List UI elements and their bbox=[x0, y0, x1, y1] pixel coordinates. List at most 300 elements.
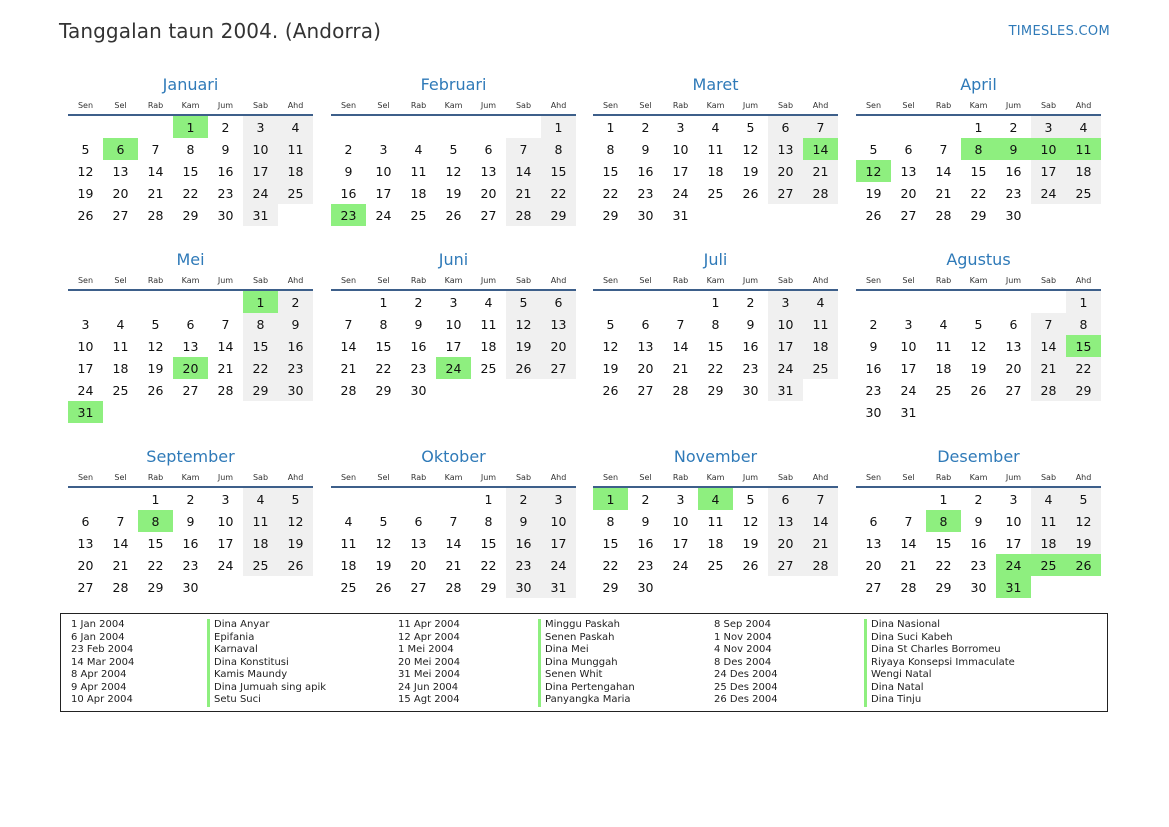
day-cell: 5 bbox=[278, 487, 313, 510]
day-cell: 15 bbox=[935, 535, 952, 551]
week-row bbox=[856, 554, 1101, 576]
day-cell: 10 bbox=[1031, 138, 1066, 160]
legend-names-col-1 bbox=[207, 619, 326, 707]
empty-cell bbox=[436, 487, 471, 510]
day-cell: 30 bbox=[865, 404, 882, 420]
day-cell: 24 bbox=[1031, 182, 1066, 204]
day-cell: 8 bbox=[606, 513, 615, 529]
weekday-header: Sab bbox=[768, 468, 803, 487]
day-cell: 25 bbox=[1066, 182, 1101, 204]
day-cell: 28 bbox=[506, 204, 541, 226]
weekday-header: Sel bbox=[891, 271, 926, 290]
day-cell: 15 bbox=[243, 335, 278, 357]
day-cell: 16 bbox=[506, 532, 541, 554]
day-cell: 2 bbox=[278, 290, 313, 313]
day-cell: 20 bbox=[768, 532, 803, 554]
weekday-header: Rab bbox=[138, 96, 173, 115]
day-cell: 21 bbox=[900, 557, 917, 573]
week-row bbox=[593, 115, 838, 138]
day-cell: 8 bbox=[961, 138, 996, 160]
day-cell: 12 bbox=[602, 338, 619, 354]
month-grid bbox=[856, 468, 1101, 598]
day-cell: 18 bbox=[1066, 160, 1101, 182]
empty-cell bbox=[733, 576, 768, 598]
week-row bbox=[593, 182, 838, 204]
weekday-header: Sen bbox=[68, 271, 103, 290]
month-3 bbox=[593, 74, 838, 226]
week-row bbox=[68, 160, 313, 182]
month-name: Desember bbox=[937, 447, 1020, 466]
week-row bbox=[331, 160, 576, 182]
brand-link[interactable]: TIMESLES.COM bbox=[1008, 24, 1110, 39]
day-cell: 11 bbox=[112, 338, 129, 354]
month-name: Oktober bbox=[421, 447, 486, 466]
legend-date: 15 Agt 2004 bbox=[398, 694, 460, 705]
day-cell: 23 bbox=[742, 360, 759, 376]
day-cell: 30 bbox=[1005, 207, 1022, 223]
day-cell: 9 bbox=[278, 313, 313, 335]
day-cell: 1 bbox=[606, 119, 615, 135]
day-cell: 12 bbox=[856, 160, 891, 182]
day-cell: 25 bbox=[803, 357, 838, 379]
day-cell: 26 bbox=[742, 557, 759, 573]
day-cell: 25 bbox=[243, 554, 278, 576]
empty-cell bbox=[926, 401, 961, 423]
day-cell: 25 bbox=[1031, 554, 1066, 576]
month-grid bbox=[68, 271, 313, 423]
day-cell: 16 bbox=[637, 163, 654, 179]
day-cell: 17 bbox=[1031, 160, 1066, 182]
week-row bbox=[593, 576, 838, 598]
day-cell: 5 bbox=[151, 316, 160, 332]
week-row bbox=[331, 182, 576, 204]
day-cell: 2 bbox=[506, 487, 541, 510]
weekday-header: Rab bbox=[401, 96, 436, 115]
day-cell: 27 bbox=[182, 382, 199, 398]
weekday-header: Sab bbox=[506, 468, 541, 487]
page-title: Tanggalan taun 2004. (Andorra) bbox=[59, 19, 381, 43]
day-cell: 27 bbox=[541, 357, 576, 379]
day-cell: 4 bbox=[278, 115, 313, 138]
day-cell: 8 bbox=[541, 138, 576, 160]
day-cell: 13 bbox=[1005, 338, 1022, 354]
empty-cell bbox=[208, 576, 243, 598]
day-cell: 25 bbox=[707, 185, 724, 201]
legend-holiday-name: Dina Munggah bbox=[538, 657, 635, 670]
weekday-header: Ahd bbox=[541, 468, 576, 487]
empty-cell bbox=[1031, 290, 1066, 313]
empty-cell bbox=[663, 576, 698, 598]
day-cell: 15 bbox=[707, 338, 724, 354]
day-cell: 28 bbox=[803, 182, 838, 204]
day-cell: 29 bbox=[243, 379, 278, 401]
day-cell: 15 bbox=[602, 535, 619, 551]
empty-cell bbox=[1066, 576, 1101, 598]
empty-cell bbox=[891, 290, 926, 313]
week-row bbox=[593, 379, 838, 401]
day-cell: 31 bbox=[900, 404, 917, 420]
weekday-header: Sab bbox=[1031, 468, 1066, 487]
weekday-header: Rab bbox=[138, 271, 173, 290]
legend-date: 12 Apr 2004 bbox=[398, 631, 460, 643]
day-cell: 11 bbox=[480, 316, 497, 332]
month-grid bbox=[593, 96, 838, 226]
empty-cell bbox=[173, 290, 208, 313]
day-cell: 26 bbox=[375, 579, 392, 595]
weekday-header: Sel bbox=[366, 96, 401, 115]
day-cell: 15 bbox=[1066, 335, 1101, 357]
weekday-header: Sen bbox=[68, 468, 103, 487]
month-grid bbox=[331, 468, 576, 598]
week-row bbox=[68, 204, 313, 226]
legend-holiday-name: Dina Konstitusi bbox=[207, 657, 326, 670]
day-cell: 2 bbox=[186, 491, 195, 507]
day-cell: 12 bbox=[375, 535, 392, 551]
weekday-header: Kam bbox=[436, 271, 471, 290]
day-cell: 15 bbox=[541, 160, 576, 182]
day-cell: 28 bbox=[217, 382, 234, 398]
weekday-header: Sel bbox=[628, 96, 663, 115]
day-cell: 16 bbox=[410, 338, 427, 354]
empty-cell bbox=[208, 401, 243, 423]
month-grid bbox=[856, 96, 1101, 226]
day-cell: 17 bbox=[217, 535, 234, 551]
day-cell: 16 bbox=[182, 535, 199, 551]
weekday-header: Rab bbox=[663, 96, 698, 115]
day-cell: 22 bbox=[970, 185, 987, 201]
day-cell: 21 bbox=[506, 182, 541, 204]
empty-cell bbox=[926, 290, 961, 313]
weekday-header: Kam bbox=[173, 271, 208, 290]
day-cell: 28 bbox=[1031, 379, 1066, 401]
day-cell: 3 bbox=[541, 487, 576, 510]
day-cell: 18 bbox=[410, 185, 427, 201]
weekday-header: Sen bbox=[331, 468, 366, 487]
day-cell: 7 bbox=[151, 141, 160, 157]
empty-cell bbox=[278, 204, 313, 226]
day-cell: 14 bbox=[803, 138, 838, 160]
empty-cell bbox=[68, 115, 103, 138]
day-cell: 18 bbox=[480, 338, 497, 354]
day-cell: 1 bbox=[593, 487, 628, 510]
day-cell: 6 bbox=[1009, 316, 1018, 332]
day-cell: 25 bbox=[480, 360, 497, 376]
day-cell: 15 bbox=[147, 535, 164, 551]
day-cell: 9 bbox=[746, 316, 755, 332]
day-cell: 22 bbox=[243, 357, 278, 379]
day-cell: 28 bbox=[445, 579, 462, 595]
weekday-header: Sel bbox=[891, 468, 926, 487]
weekday-header: Sen bbox=[331, 271, 366, 290]
day-cell: 1 bbox=[939, 491, 948, 507]
month-name: September bbox=[146, 447, 235, 466]
day-cell: 3 bbox=[1031, 115, 1066, 138]
legend-holiday-name: Dina St Charles Borromeu bbox=[864, 644, 1015, 657]
day-cell: 12 bbox=[1066, 510, 1101, 532]
month-8 bbox=[856, 249, 1101, 423]
weekday-header: Kam bbox=[173, 468, 208, 487]
month-name: November bbox=[673, 447, 758, 466]
day-cell: 28 bbox=[340, 382, 357, 398]
day-cell: 18 bbox=[707, 163, 724, 179]
day-cell: 28 bbox=[672, 382, 689, 398]
day-cell: 5 bbox=[746, 491, 755, 507]
day-cell: 27 bbox=[410, 579, 427, 595]
day-cell: 5 bbox=[606, 316, 615, 332]
day-cell: 22 bbox=[1066, 357, 1101, 379]
day-cell: 5 bbox=[81, 141, 90, 157]
day-cell: 28 bbox=[147, 207, 164, 223]
weekday-header: Sab bbox=[768, 271, 803, 290]
weekday-header: Sen bbox=[856, 96, 891, 115]
week-row bbox=[856, 401, 1101, 423]
empty-cell bbox=[926, 115, 961, 138]
empty-cell bbox=[331, 115, 366, 138]
day-cell: 17 bbox=[672, 163, 689, 179]
day-cell: 17 bbox=[375, 185, 392, 201]
day-cell: 6 bbox=[869, 513, 878, 529]
legend-date: 8 Des 2004 bbox=[714, 656, 772, 668]
week-row bbox=[593, 313, 838, 335]
weekday-header: Sab bbox=[506, 271, 541, 290]
weekday-header: Sab bbox=[243, 96, 278, 115]
weekday-header: Jum bbox=[208, 96, 243, 115]
day-cell: 26 bbox=[506, 357, 541, 379]
month-6 bbox=[331, 249, 576, 401]
day-cell: 18 bbox=[803, 335, 838, 357]
day-cell: 29 bbox=[1066, 379, 1101, 401]
day-cell: 30 bbox=[506, 576, 541, 598]
day-cell: 11 bbox=[1066, 138, 1101, 160]
week-row bbox=[856, 576, 1101, 598]
day-cell: 8 bbox=[186, 141, 195, 157]
day-cell: 13 bbox=[410, 535, 427, 551]
day-cell: 19 bbox=[1066, 532, 1101, 554]
legend-holiday-name: Karnaval bbox=[207, 644, 326, 657]
day-cell: 27 bbox=[865, 579, 882, 595]
day-cell: 7 bbox=[221, 316, 230, 332]
month-grid bbox=[856, 271, 1101, 423]
weekday-header: Sab bbox=[1031, 96, 1066, 115]
weekday-header: Sab bbox=[243, 271, 278, 290]
day-cell: 20 bbox=[865, 557, 882, 573]
day-cell: 13 bbox=[112, 163, 129, 179]
day-cell: 20 bbox=[768, 160, 803, 182]
day-cell: 26 bbox=[278, 554, 313, 576]
legend-date: 8 Sep 2004 bbox=[714, 619, 772, 630]
day-cell: 14 bbox=[803, 510, 838, 532]
day-cell: 6 bbox=[186, 316, 195, 332]
month-12 bbox=[856, 446, 1101, 598]
week-row bbox=[856, 115, 1101, 138]
day-cell: 23 bbox=[182, 557, 199, 573]
day-cell: 22 bbox=[602, 185, 619, 201]
weekday-header: Jum bbox=[733, 96, 768, 115]
day-cell: 23 bbox=[637, 185, 654, 201]
month-name: Februari bbox=[420, 75, 487, 94]
day-cell: 16 bbox=[340, 185, 357, 201]
day-cell: 27 bbox=[1005, 382, 1022, 398]
empty-cell bbox=[436, 379, 471, 401]
day-cell: 13 bbox=[768, 138, 803, 160]
day-cell: 9 bbox=[641, 141, 650, 157]
weekday-header: Ahd bbox=[278, 96, 313, 115]
weekday-header: Rab bbox=[926, 96, 961, 115]
month-name: Januari bbox=[162, 75, 219, 94]
day-cell: 9 bbox=[344, 163, 353, 179]
day-cell: 13 bbox=[182, 338, 199, 354]
legend-holiday-name: Dina Tinju bbox=[864, 694, 1015, 707]
day-cell: 7 bbox=[803, 115, 838, 138]
empty-cell bbox=[803, 576, 838, 598]
day-cell: 23 bbox=[637, 557, 654, 573]
day-cell: 18 bbox=[243, 532, 278, 554]
week-row bbox=[68, 335, 313, 357]
day-cell: 22 bbox=[182, 185, 199, 201]
day-cell: 17 bbox=[243, 160, 278, 182]
day-cell: 7 bbox=[676, 316, 685, 332]
legend-holiday-name: Minggu Paskah bbox=[538, 619, 635, 632]
day-cell: 3 bbox=[1009, 491, 1018, 507]
empty-cell bbox=[663, 290, 698, 313]
day-cell: 15 bbox=[480, 535, 497, 551]
legend-holiday-name: Dina Jumuah sing apik bbox=[207, 682, 326, 695]
month-name: Mei bbox=[176, 250, 205, 269]
day-cell: 15 bbox=[970, 163, 987, 179]
week-row bbox=[856, 357, 1101, 379]
day-cell: 24 bbox=[436, 357, 471, 379]
week-row bbox=[68, 357, 313, 379]
month-7 bbox=[593, 249, 838, 401]
day-cell: 22 bbox=[480, 557, 497, 573]
week-row bbox=[68, 487, 313, 510]
weekday-header: Ahd bbox=[278, 468, 313, 487]
week-row bbox=[68, 554, 313, 576]
day-cell: 4 bbox=[939, 316, 948, 332]
day-cell: 23 bbox=[331, 204, 366, 226]
week-row bbox=[68, 313, 313, 335]
empty-cell bbox=[243, 401, 278, 423]
day-cell: 19 bbox=[375, 557, 392, 573]
day-cell: 28 bbox=[803, 554, 838, 576]
week-row bbox=[331, 357, 576, 379]
weekday-header: Kam bbox=[698, 468, 733, 487]
day-cell: 1 bbox=[173, 115, 208, 138]
day-cell: 11 bbox=[410, 163, 427, 179]
day-cell: 12 bbox=[742, 513, 759, 529]
day-cell: 9 bbox=[186, 513, 195, 529]
day-cell: 9 bbox=[221, 141, 230, 157]
day-cell: 20 bbox=[480, 185, 497, 201]
empty-cell bbox=[138, 401, 173, 423]
day-cell: 1 bbox=[379, 294, 388, 310]
weekday-header: Jum bbox=[733, 271, 768, 290]
day-cell: 4 bbox=[243, 487, 278, 510]
day-cell: 13 bbox=[541, 313, 576, 335]
week-row bbox=[856, 313, 1101, 335]
week-row bbox=[593, 138, 838, 160]
weekday-header: Kam bbox=[436, 96, 471, 115]
weekday-header: Sen bbox=[68, 96, 103, 115]
weekday-header: Rab bbox=[663, 271, 698, 290]
week-row bbox=[331, 335, 576, 357]
legend-holiday-name: Dina Suci Kabeh bbox=[864, 632, 1015, 645]
day-cell: 30 bbox=[637, 207, 654, 223]
legend-holiday-name: Dina Pertengahan bbox=[538, 682, 635, 695]
day-cell: 19 bbox=[742, 535, 759, 551]
week-row bbox=[856, 335, 1101, 357]
empty-cell bbox=[1031, 204, 1066, 226]
day-cell: 29 bbox=[707, 382, 724, 398]
day-cell: 8 bbox=[606, 141, 615, 157]
legend-date: 14 Mar 2004 bbox=[71, 656, 135, 668]
day-cell: 10 bbox=[217, 513, 234, 529]
weekday-header: Rab bbox=[926, 271, 961, 290]
day-cell: 20 bbox=[900, 185, 917, 201]
empty-cell bbox=[68, 487, 103, 510]
week-row bbox=[331, 379, 576, 401]
day-cell: 28 bbox=[935, 207, 952, 223]
day-cell: 16 bbox=[1005, 163, 1022, 179]
day-cell: 19 bbox=[602, 360, 619, 376]
day-cell: 21 bbox=[147, 185, 164, 201]
legend-holiday-name: Panyangka Maria bbox=[538, 694, 635, 707]
weekday-header: Ahd bbox=[803, 468, 838, 487]
day-cell: 19 bbox=[506, 335, 541, 357]
day-cell: 2 bbox=[221, 119, 230, 135]
month-11 bbox=[593, 446, 838, 598]
day-cell: 13 bbox=[768, 510, 803, 532]
day-cell: 30 bbox=[637, 579, 654, 595]
day-cell: 15 bbox=[375, 338, 392, 354]
empty-cell bbox=[768, 204, 803, 226]
weekday-header: Rab bbox=[663, 468, 698, 487]
day-cell: 19 bbox=[147, 360, 164, 376]
legend-date: 24 Jun 2004 bbox=[398, 681, 459, 693]
holiday-legend bbox=[60, 613, 1108, 712]
day-cell: 9 bbox=[506, 510, 541, 532]
week-row bbox=[68, 115, 313, 138]
empty-cell bbox=[1031, 576, 1066, 598]
weekday-header: Kam bbox=[961, 96, 996, 115]
week-row bbox=[856, 487, 1101, 510]
empty-cell bbox=[331, 290, 366, 313]
weekday-header: Sen bbox=[331, 96, 366, 115]
weekday-header: Jum bbox=[208, 468, 243, 487]
legend-holiday-name: Dina Natal bbox=[864, 682, 1015, 695]
weekday-header: Jum bbox=[996, 96, 1031, 115]
day-cell: 7 bbox=[506, 138, 541, 160]
day-cell: 21 bbox=[217, 360, 234, 376]
day-cell: 14 bbox=[1031, 335, 1066, 357]
day-cell: 1 bbox=[151, 491, 160, 507]
day-cell: 17 bbox=[1005, 535, 1022, 551]
day-cell: 16 bbox=[278, 335, 313, 357]
month-2 bbox=[331, 74, 576, 226]
day-cell: 30 bbox=[217, 207, 234, 223]
day-cell: 26 bbox=[77, 207, 94, 223]
day-cell: 4 bbox=[484, 294, 493, 310]
day-cell: 29 bbox=[602, 579, 619, 595]
day-cell: 2 bbox=[414, 294, 423, 310]
day-cell: 7 bbox=[904, 513, 913, 529]
day-cell: 24 bbox=[900, 382, 917, 398]
legend-holiday-name: Dina Anyar bbox=[207, 619, 326, 632]
day-cell: 24 bbox=[541, 554, 576, 576]
month-grid bbox=[68, 96, 313, 226]
legend-date: 4 Nov 2004 bbox=[714, 644, 772, 655]
weekday-header: Rab bbox=[138, 468, 173, 487]
